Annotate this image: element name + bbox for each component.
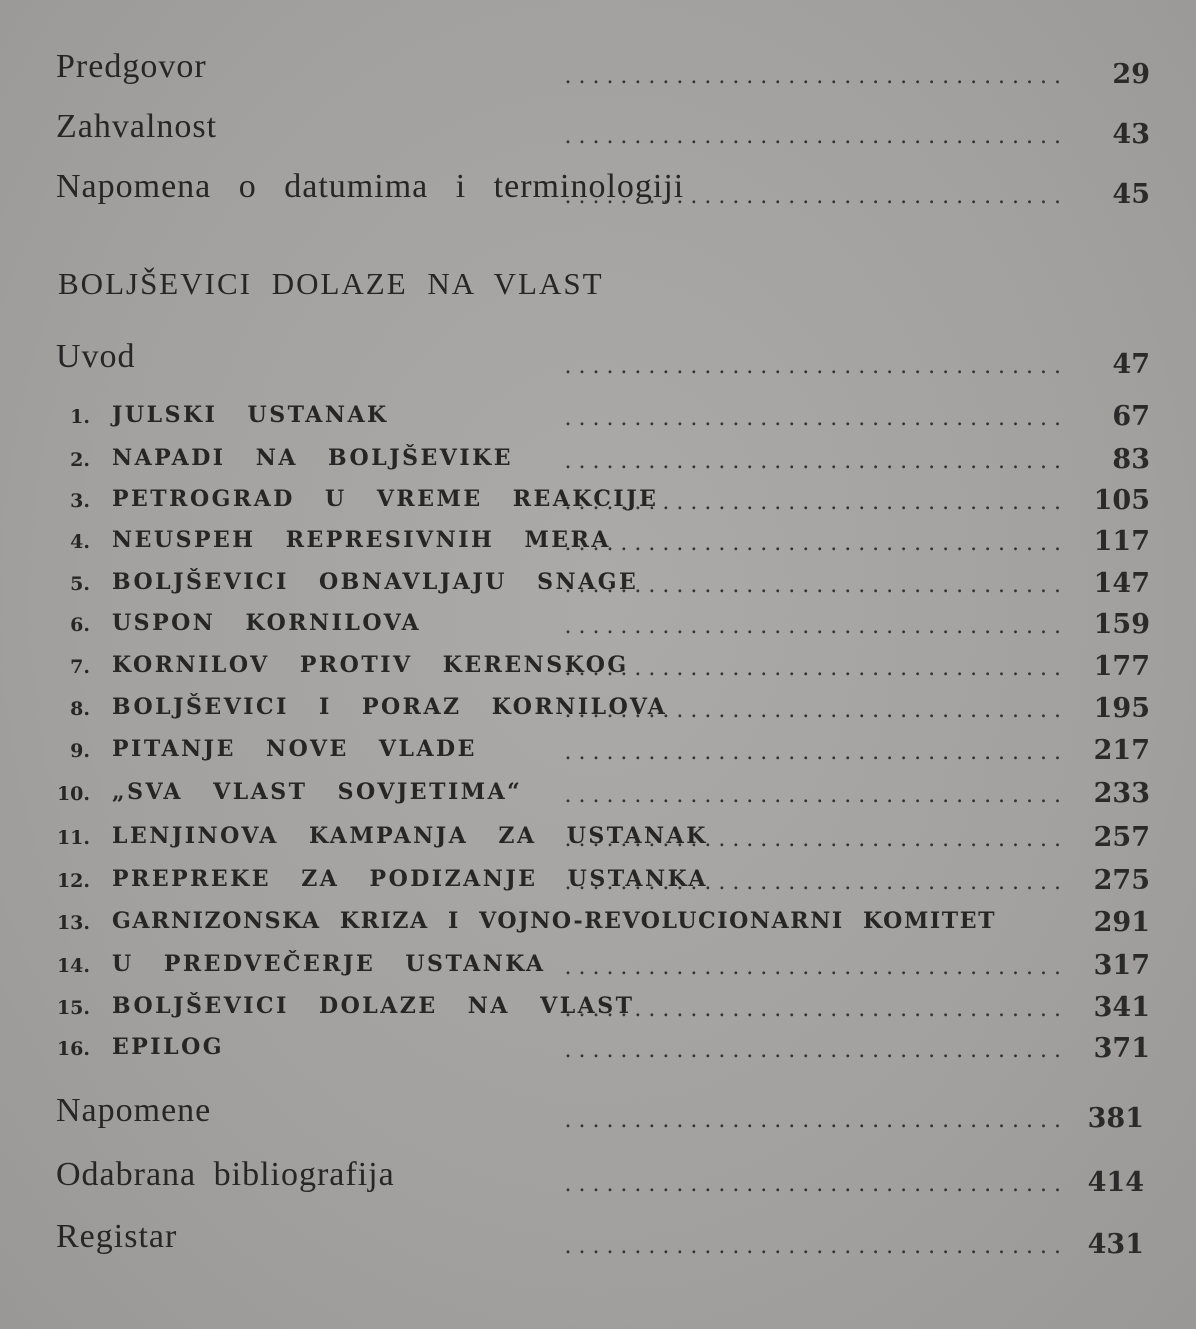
- toc-entry-chapter-9[interactable]: [56, 726, 1156, 766]
- chapter-number: 5.: [70, 573, 90, 595]
- entry-title: USPON KORNILOVA: [112, 610, 422, 636]
- dot-leader: . . . . . . . . . . . . . . . . . . . . . . . . . . . . . . . . . . . .: [564, 870, 1061, 895]
- dot-leader: . . . . . . . . . . . . . . . . . . . . . . . . . . . . . . . . . . . .: [564, 955, 1061, 980]
- chapter-number: 6.: [70, 614, 90, 636]
- chapter-number: 4.: [70, 531, 90, 553]
- entry-title: Registar: [56, 1218, 178, 1255]
- toc-entry-chapter-7[interactable]: [56, 642, 1156, 682]
- dot-leader: . . . . . . . . . . . . . . . . . . . . . . . . . . . . . . . . . . . .: [564, 184, 1061, 209]
- entry-page-number: 117: [1093, 526, 1150, 557]
- dot-leader: . . . . . . . . . . . . . . . . . . . . . . . . . . . . . . . . . . . .: [564, 573, 1061, 598]
- toc-entry-napomena-o-datumima[interactable]: [56, 170, 1156, 210]
- chapter-number: 14.: [56, 955, 90, 977]
- chapter-number: 3.: [70, 490, 90, 512]
- entry-title: NEUSPEH REPRESIVNIH MERA: [112, 527, 611, 553]
- dot-leader: . . . . . . . . . . . . . . . . . . . . . . . . . . . . . . . . . . . .: [564, 354, 1061, 379]
- dot-leader: . . . . . . . . . . . . . . . . . . . . . . . . . . . . . . . . . . . .: [564, 406, 1061, 431]
- toc-entry-chapter-4[interactable]: [56, 517, 1156, 557]
- entry-page-number: 45: [1112, 179, 1150, 210]
- chapter-number: 15.: [56, 997, 90, 1019]
- chapter-number: 12.: [56, 870, 90, 892]
- entry-page-number: 195: [1093, 693, 1150, 724]
- dot-leader: . . . . . . . . . . . . . . . . . . . . . . . . . . . . . . . . . . . .: [564, 1038, 1061, 1063]
- chapter-number: 16.: [56, 1038, 90, 1060]
- dot-leader: . . . . . . . . . . . . . . . . . . . . . . . . . . . . . . . . . . . .: [564, 740, 1061, 765]
- dot-leader: . . . . . . . . . . . . . . . . . . . . . . . . . . . . . . . . . . . .: [564, 449, 1061, 474]
- entry-page-number: 341: [1093, 992, 1150, 1023]
- entry-page-number: 83: [1112, 444, 1150, 475]
- entry-page-number: 371: [1093, 1033, 1150, 1064]
- entry-page-number: 67: [1112, 401, 1150, 432]
- entry-page-number: 431: [1087, 1229, 1144, 1260]
- dot-leader: . . . . . . . . . . . . . . . . . . . . . . . . . . . . . . . . . . . .: [564, 64, 1061, 89]
- toc-entry-chapter-14[interactable]: [56, 941, 1156, 981]
- toc-entry-chapter-16[interactable]: [56, 1024, 1156, 1064]
- entry-page-number: 217: [1093, 735, 1150, 766]
- entry-page-number: 233: [1093, 778, 1150, 809]
- chapter-number: 8.: [70, 698, 90, 720]
- toc-entry-chapter-10[interactable]: [56, 769, 1156, 809]
- entry-title: EPILOG: [112, 1034, 225, 1060]
- entry-page-number: 317: [1093, 950, 1150, 981]
- chapter-number: 2.: [70, 449, 90, 471]
- chapter-number: 11.: [56, 827, 90, 849]
- chapter-number: 13.: [56, 912, 90, 934]
- entry-page-number: 381: [1087, 1103, 1144, 1134]
- entry-title: Uvod: [56, 338, 136, 375]
- entry-page-number: 147: [1093, 568, 1150, 599]
- dot-leader: . . . . . . . . . . . . . . . . . . . . . . . . . . . . . . . . . . . .: [564, 1108, 1061, 1133]
- toc-entry-chapter-6[interactable]: [56, 600, 1156, 640]
- chapter-number: 1.: [70, 406, 90, 428]
- entry-page-number: 47: [1112, 349, 1150, 380]
- entry-title: BOLJŠEVICI I PORAZ KORNILOVA: [112, 694, 668, 720]
- entry-title: Napomena o datumima i terminologiji: [56, 168, 685, 205]
- dot-leader: . . . . . . . . . . . . . . . . . . . . . . . . . . . . . . . . . . . .: [564, 656, 1061, 681]
- entry-title: PITANJE NOVE VLADE: [112, 736, 477, 762]
- entry-page-number: 177: [1093, 651, 1150, 682]
- entry-title: LENJINOVA KAMPANJA ZA USTANAK: [112, 823, 708, 849]
- entry-title: BOLJŠEVICI OBNAVLJAJU SNAGE: [112, 569, 639, 595]
- toc-entry-chapter-12[interactable]: [56, 856, 1156, 896]
- dot-leader: . . . . . . . . . . . . . . . . . . . . . . . . . . . . . . . . . . . .: [564, 1172, 1061, 1197]
- entry-title: GARNIZONSKA KRIZA I VOJNO-REVOLUCIONARNI KOMITET: [112, 908, 997, 934]
- entry-page-number: 29: [1112, 59, 1150, 90]
- dot-leader: . . . . . . . . . . . . . . . . . . . . . . . . . . . . . . . . . . . .: [564, 827, 1061, 852]
- entry-title: BOLJŠEVICI DOLAZE NA VLAST: [112, 993, 635, 1019]
- entry-title: NAPADI NA BOLJŠEVIKE: [112, 445, 514, 471]
- toc-entry-chapter-13[interactable]: [56, 898, 1156, 938]
- chapter-number: 7.: [70, 656, 90, 678]
- toc-entry-zahvalnost[interactable]: [56, 110, 1156, 150]
- entry-title: PREPREKE ZA PODIZANJE USTANKA: [112, 866, 708, 892]
- entry-page-number: 257: [1093, 822, 1150, 853]
- toc-entry-chapter-3[interactable]: [56, 476, 1156, 516]
- dot-leader: . . . . . . . . . . . . . . . . . . . . . . . . . . . . . . . . . . . .: [564, 783, 1061, 808]
- toc-entry-napomene[interactable]: [56, 1094, 1156, 1134]
- dot-leader: . . . . . . . . . . . . . . . . . . . . . . . . . . . . . . . . . . . .: [564, 1234, 1061, 1259]
- toc-entry-uvod[interactable]: [56, 340, 1156, 380]
- toc-entry-odabrana-bibliografija[interactable]: [56, 1158, 1156, 1198]
- entry-page-number: 414: [1087, 1167, 1144, 1198]
- toc-entry-chapter-8[interactable]: [56, 684, 1156, 724]
- toc-entry-chapter-15[interactable]: [56, 983, 1156, 1023]
- dot-leader: . . . . . . . . . . . . . . . . . . . . . . . . . . . . . . . . . . . .: [564, 490, 1061, 515]
- entry-title: JULSKI USTANAK: [112, 402, 389, 428]
- entry-title: KORNILOV PROTIV KERENSKOG: [112, 652, 629, 678]
- entry-page-number: 275: [1093, 865, 1150, 896]
- entry-title: Zahvalnost: [56, 108, 218, 145]
- dot-leader: . . . . . . . . . . . . . . . . . . . . . . . . . . . . . . . . . . . .: [564, 531, 1061, 556]
- toc-entry-chapter-2[interactable]: [56, 435, 1156, 475]
- toc-entry-registar[interactable]: [56, 1220, 1156, 1260]
- entry-title: „SVA VLAST SOVJETIMA“: [112, 779, 523, 805]
- dot-leader: . . . . . . . . . . . . . . . . . . . . . . . . . . . . . . . . . . . .: [564, 997, 1061, 1022]
- toc-entry-chapter-1[interactable]: [56, 392, 1156, 432]
- entry-page-number: 43: [1112, 119, 1150, 150]
- chapter-number: 9.: [70, 740, 90, 762]
- dot-leader: . . . . . . . . . . . . . . . . . . . . . . . . . . . . . . . . . . . .: [564, 614, 1061, 639]
- entry-title: Predgovor: [56, 48, 207, 85]
- entry-title: PETROGRAD U VREME REAKCIJE: [112, 486, 659, 512]
- entry-title: Odabrana bibliografija: [56, 1156, 395, 1193]
- entry-page-number: 159: [1093, 609, 1150, 640]
- section-heading: BOLJŠEVICI DOLAZE NA VLAST: [58, 266, 604, 301]
- entry-title: U PREDVEČERJE USTANKA: [112, 951, 546, 977]
- dot-leader: . . . . . . . . . . . . . . . . . . . . . . . . . . . . . . . . . . . .: [564, 698, 1061, 723]
- toc-entry-predgovor[interactable]: [56, 50, 1156, 90]
- dot-leader: . . . . . . . . . . . . . . . . . . . . . . . . . . . . . . . . . . . .: [564, 124, 1061, 149]
- entry-page-number: 291: [1093, 907, 1150, 938]
- entry-title: Napomene: [56, 1092, 212, 1129]
- toc-entry-chapter-5[interactable]: [56, 559, 1156, 599]
- toc-entry-chapter-11[interactable]: [56, 813, 1156, 853]
- chapter-number: 10.: [56, 783, 90, 805]
- entry-page-number: 105: [1093, 485, 1150, 516]
